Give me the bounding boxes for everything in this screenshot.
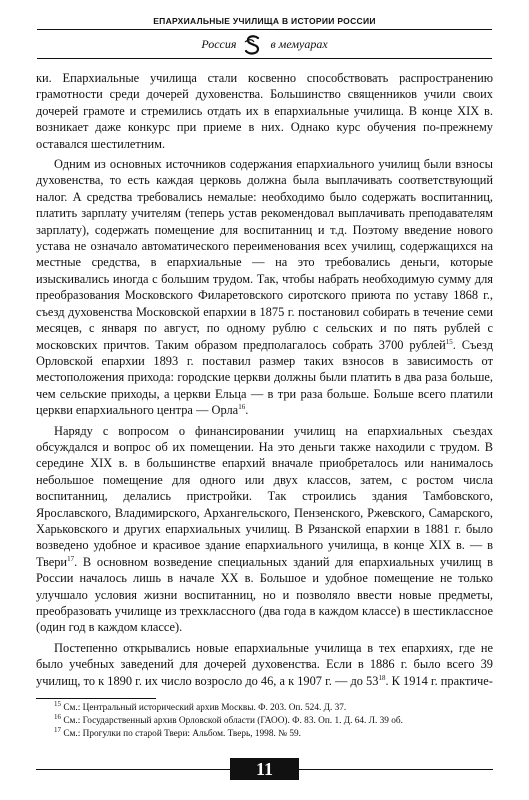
paragraph-4: Постепенно открывались новые епархиальные училища в тех епархиях, где не было учебных заведений для дочерей духовенства. Если в 1886 г. было всего 39 училищ, то к 1890 г. их число возросло до 46, а к 1907 г. — до $53^{18}$. К 1914 г. практиче- — [36, 640, 493, 688]
header-rule-bottom — [37, 58, 492, 59]
series-title-right: в мемуарах — [270, 37, 328, 51]
footnote-ref-18[interactable]: 18 — [378, 673, 386, 682]
header-rule-top — [37, 29, 492, 30]
paragraph-3: Наряду с вопросом о финансировании училищ на епархиальных съездах обсуждался и вопрос об их помещении. На это деньги также находили с трудом. В середине XIX в. в большинстве епархий вначале приобреталось или нанималось небольшое помещение для одного или двух классов, затем, с ростом числа воспитанниц, делались пристройки. Так строились здания Тамбовского, Ярославского, Владимирского, Архангельского, Пензенского, Ржевского, Самарского, Харьковского и других епархиальных училищ. В Рязанской епархии в 1881 г. было возведено удобное и красивое здание епархиального училища, в конце XIX в. — в Твери$^{17}$. В основном возведение специальных зданий для епархиальных училищ в России началось лишь в начале XX в. Большое и удобное помещение не только улучшало условия жизни воспитанниц, но и позволяло ввести новые предметы, преобразовать училище из трехклассного (два года в каждом классе) в шестиклассное (один год в каждом классе). — [36, 423, 493, 635]
paragraph-1: ки. Епархиальные училища стали косвенно способствовать распространению грамотности среди дочерей духовенства. Большинство священников учили своих дочерей грамоте и стремились отдать их в епархиальные училища. В конце XIX в. возникает даже конкурс при приеме в них. Однако курс обучения по-прежнему оставался шестилетним. — [36, 71, 493, 151]
footnote-15: $^{15}$ См.: Центральный исторический архив Москвы. Ф. 203. Оп. 524. Д. 37. — [54, 699, 347, 713]
footnotes — [54, 699, 494, 742]
footnote-rule — [36, 698, 156, 699]
running-title: ЕПАРХИАЛЬНЫЕ УЧИЛИЩА В ИСТОРИИ РОССИИ — [153, 16, 376, 26]
series-title — [0, 32, 529, 56]
footnote-ref-15[interactable]: 15 — [445, 337, 453, 346]
paragraph-2: Одним из основных источников содержания епархиального училищ были взносы духовенства, то есть каждая церковь должна была выплачивать соответствующий налог. А средства требовались немалые: необходимо было содержать воспитанниц, платить зарплату учителям (теперь устав рекомендовал выплачивать преподавателям зарплату), содержать помещение для воспитанниц и т.д. Поэтому введение нового устава не означало автоматического переименования всех училищ, содержащихся на местные средства, в епархиальные — на это требовались деньги, которые изыскивались иногда с большим трудом. Так, чтобы набрать необходимую сумму для преобразования Московского Филаретовского сиротского приюта по уставу 1868 г., съезд духовенства Московской епархии в 1875 г. постановил собирать в течение семи месяцев, с января по август, по одному рублю с сельских и по пять рублей с московских причтов. Таким образом предполагалось собрать 3700 рублей$^{15}$. Съезд Орловской епархии 1893 г. поставил размер таких взносов в зависимость от местоположения прихода: городские церкви должны были платить в два раза больше, чем сельские приходы, а церкви Ельца — в три раза больше. Больше всего платили церкви епархиального центра — Орла$^{16}$. — [36, 157, 493, 418]
series-title-left: Россия — [201, 37, 237, 51]
s-flourish-icon — [241, 34, 265, 56]
footnote-ref-16[interactable]: 16 — [238, 403, 246, 411]
footnote-17: $^{17}$ См.: Прогулки по старой Твери: Альбом. Тверь, 1998. № 59. — [54, 726, 301, 740]
footnote-ref-17[interactable]: 17 — [67, 554, 75, 563]
page-number: 11 — [230, 758, 299, 780]
main-text — [36, 70, 493, 689]
footnote-16: $^{16}$ См.: Государственный архив Орловской области (ГАОО). Ф. 83. Оп. 1. Д. 64. Л. 39 об. — [54, 713, 403, 727]
